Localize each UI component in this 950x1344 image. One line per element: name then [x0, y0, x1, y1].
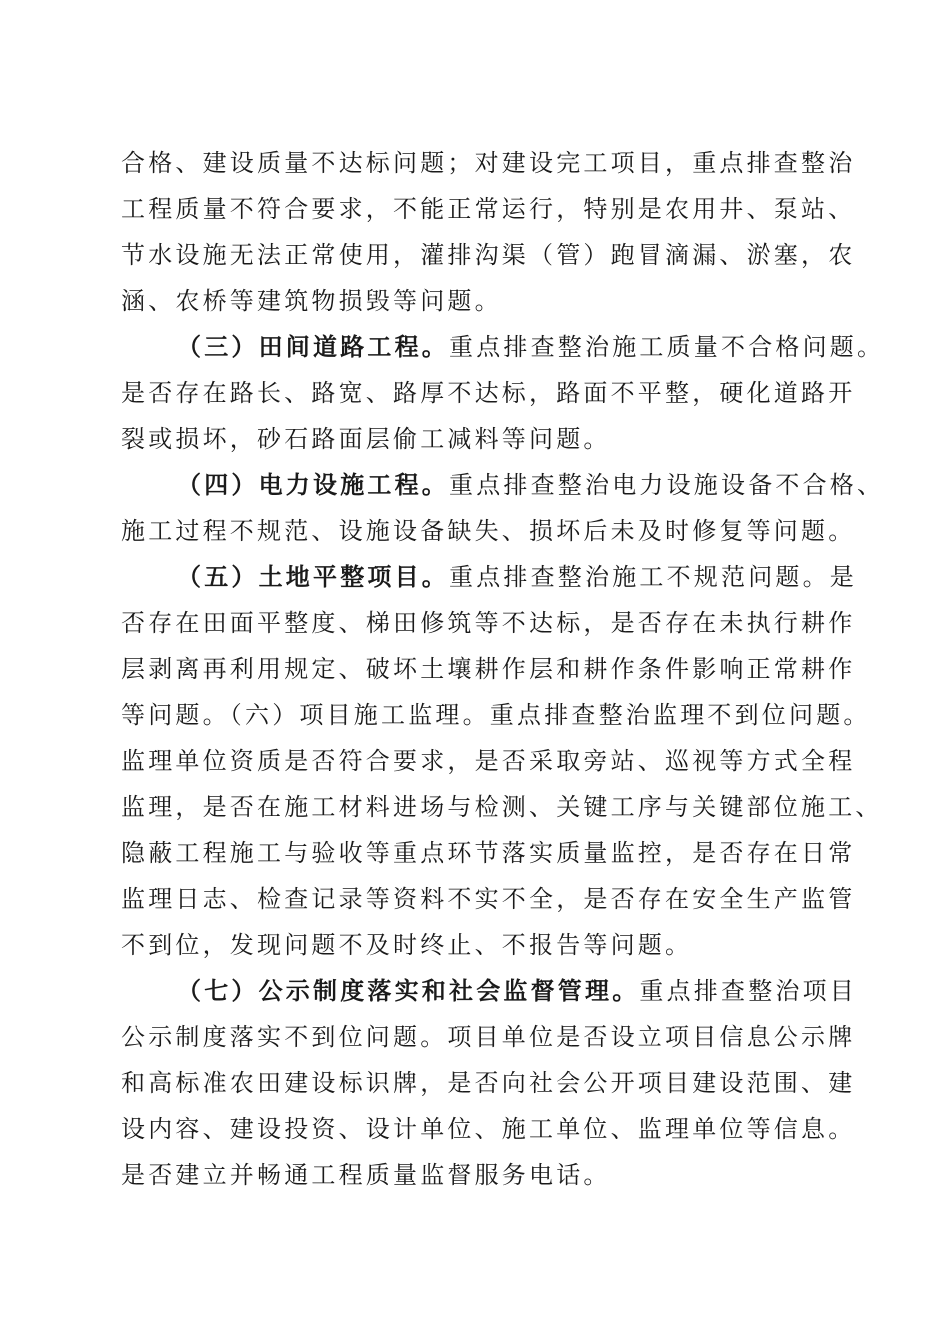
section-3-text: 重点排查整治施工质量不合格问题。 — [449, 333, 885, 361]
text-line: 监理单位资质是否符合要求，是否采取旁站、巡视等方式全程 — [121, 747, 856, 775]
text-line: 等问题。（六）项目施工监理。重点排查整治监理不到位问题。 — [121, 701, 871, 729]
text-line: 施工过程不规范、设施设备缺失、损坏后未及时修复等问题。 — [121, 517, 856, 545]
section-7-heading: （七）公示制度落实和社会监督管理。 — [177, 976, 640, 1005]
text-line: 否存在田面平整度、梯田修筑等不达标，是否存在未执行耕作 — [121, 609, 856, 637]
text-line: 监理，是否在施工材料进场与检测、关键工序与关键部位施工、 — [121, 793, 883, 821]
text-line: 和高标准农田建设标识牌，是否向社会公开项目建设范围、建 — [121, 1069, 856, 1097]
section-7-first-line — [121, 968, 858, 1014]
text-line: 是否存在路长、路宽、路厚不达标，路面不平整，硬化道路开 — [121, 379, 856, 407]
section-5-first-line — [121, 554, 857, 600]
section-5-heading: （五）土地平整项目。 — [177, 562, 449, 591]
text-line: 层剥离再利用规定、破坏土壤耕作层和耕作条件影响正常耕作 — [121, 655, 856, 683]
text-line: 隐蔽工程施工与验收等重点环节落实质量监控，是否存在日常 — [121, 839, 856, 867]
text-line: 裂或损坏，砂石路面层偷工减料等问题。 — [121, 425, 611, 453]
document-body — [121, 140, 885, 1198]
text-line: 不到位，发现问题不及时终止、不报告等问题。 — [121, 931, 693, 959]
section-7-text: 重点排查整治项目 — [639, 977, 858, 1005]
section-3-first-line — [121, 324, 885, 370]
text-line: 节水设施无法正常使用，灌排沟渠（管）跑冒滴漏、淤塞，农 — [121, 241, 856, 269]
text-line: 公示制度落实不到位问题。项目单位是否设立项目信息公示牌 — [121, 1023, 856, 1051]
text-line: 监理日志、检查记录等资料不实不全，是否存在安全生产监管 — [121, 885, 856, 913]
section-3-heading: （三）田间道路工程。 — [177, 332, 449, 361]
text-line: 设内容、建设投资、设计单位、施工单位、监理单位等信息。 — [121, 1115, 856, 1143]
text-line: 是否建立并畅通工程质量监督服务电话。 — [121, 1161, 611, 1189]
section-4-text: 重点排查整治电力设施设备不合格、 — [449, 471, 885, 499]
section-5-text: 重点排查整治施工不规范问题。是 — [449, 563, 857, 591]
text-line: 合格、建设质量不达标问题；对建设完工项目，重点排查整治 — [121, 149, 856, 177]
section-4-heading: （四）电力设施工程。 — [177, 470, 449, 499]
section-4-first-line — [121, 462, 885, 508]
text-line: 工程质量不符合要求，不能正常运行，特别是农用井、泵站、 — [121, 195, 856, 223]
text-line: 涵、农桥等建筑物损毁等问题。 — [121, 287, 502, 315]
